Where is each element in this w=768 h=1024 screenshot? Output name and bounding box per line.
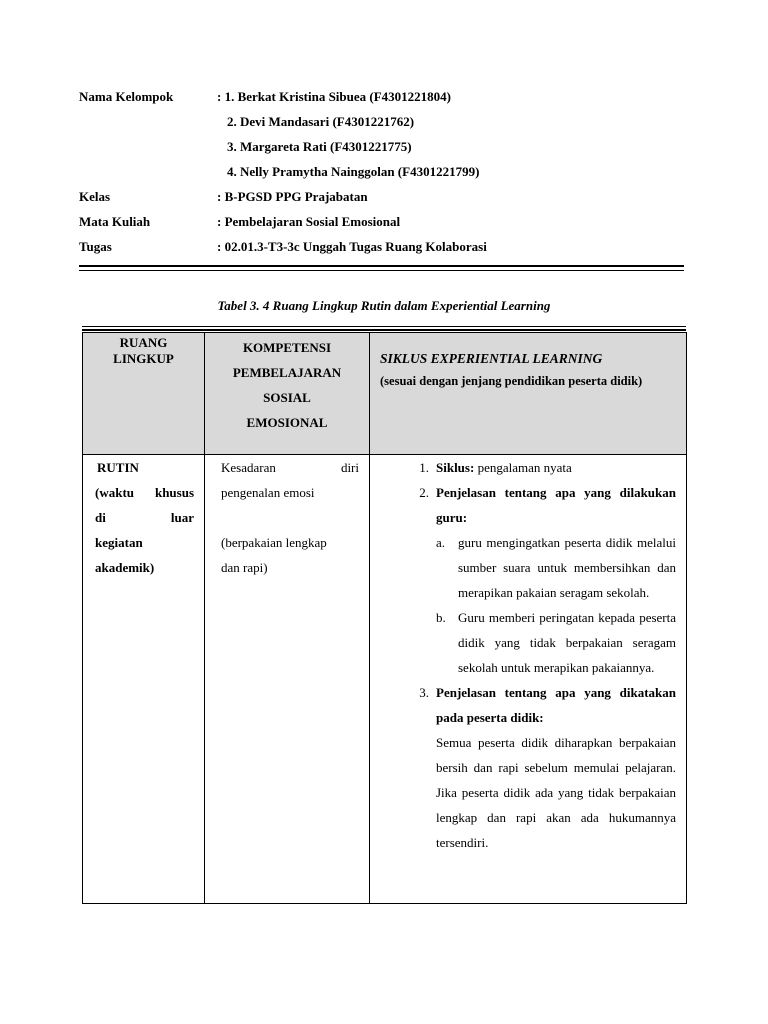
list-bold: Siklus: — [436, 460, 475, 475]
list-item — [370, 455, 676, 480]
spacer — [79, 138, 217, 163]
class-label: Kelas — [79, 189, 111, 204]
table-row — [83, 455, 687, 904]
list-number: 3. — [419, 685, 429, 700]
task-value: : 02.01.3-T3-3c Unggah Tugas Ruang Kolaborasi — [217, 239, 487, 254]
experiential-learning-table — [82, 332, 687, 904]
siklus-cell — [370, 455, 687, 904]
spacer — [79, 113, 217, 138]
table-top-rule — [82, 326, 686, 327]
siklus-list — [370, 455, 676, 855]
list-paragraph: Semua peserta didik diharapkan berpakaian bersih dan rapi sebelum memulai pelajaran. Jika peserta didik ada yang tidak berpakaian lengkap dan rapi akan ada hukumannya tersendiri. — [436, 735, 676, 850]
list-text — [436, 480, 676, 680]
header-ruang-lingkup — [83, 333, 205, 455]
task-row — [79, 238, 487, 263]
competency-line: pengenalan emosi — [221, 485, 315, 500]
table-caption: Tabel 3. 4 Ruang Lingkup Rutin dalam Experiential Learning — [217, 298, 551, 313]
competency-word: diri — [340, 460, 359, 475]
list-text: Guru memberi peringatan kepada peserta didik yang tidak berpakaian seragam sekolah untuk merapikan pakaiannya. — [458, 610, 676, 675]
ruang-lingkup-cell — [83, 455, 205, 904]
competency-word: Kesadaran — [221, 460, 276, 475]
header-line: PEMBELAJARAN — [232, 365, 342, 380]
header-kompetensi — [205, 333, 370, 455]
list-plain: pengalaman nyata — [474, 460, 572, 475]
competency-line — [221, 455, 359, 480]
list-letter: a. — [436, 535, 446, 550]
group-row — [79, 88, 487, 113]
divider-top — [79, 265, 684, 267]
class-row — [79, 188, 487, 213]
scope-line: kegiatan — [95, 535, 143, 550]
scope-line: akademik) — [95, 560, 155, 575]
header-line: SOSIAL — [263, 390, 311, 405]
member-4: 4. Nelly Pramytha Nainggolan (F4301221799) — [227, 164, 480, 179]
list-text: guru mengingatkan peserta didik melalui sumber suara untuk membersihkan dan merapikan pakaian seragam sekolah. — [458, 535, 676, 600]
list-number: 1. — [419, 460, 429, 475]
list-item — [436, 605, 676, 680]
course-label: Mata Kuliah — [79, 214, 151, 229]
spacer — [79, 163, 217, 188]
member-1: : 1. Berkat Kristina Sibuea (F4301221804) — [217, 89, 451, 104]
sub-list — [436, 530, 676, 680]
course-row — [79, 213, 487, 238]
list-bold: Penjelasan tentang apa yang dikatakan pada peserta didik: — [436, 685, 676, 725]
list-item — [370, 680, 676, 855]
header-line: LINGKUP — [113, 351, 174, 366]
list-bold: Penjelasan tentang apa yang dilakukan guru: — [436, 485, 676, 525]
course-value: : Pembelajaran Sosial Emosional — [217, 214, 401, 229]
list-text — [436, 455, 676, 480]
member-2: 2. Devi Mandasari (F4301221762) — [227, 114, 415, 129]
header-siklus — [370, 333, 687, 455]
member-3: 3. Margareta Rati (F4301221775) — [227, 139, 412, 154]
scope-word: luar — [170, 510, 194, 525]
list-item — [436, 530, 676, 605]
task-label: Tugas — [79, 239, 112, 254]
list-number: 2. — [419, 485, 429, 500]
class-value: : B-PGSD PPG Prajabatan — [217, 189, 368, 204]
table-header-row — [83, 333, 687, 455]
table-top-rule-thick — [82, 329, 686, 331]
member-row-3 — [79, 138, 487, 163]
competency-line: (berpakaian lengkap — [221, 535, 327, 550]
header-line: RUANG — [119, 335, 168, 350]
list-text — [436, 680, 676, 855]
scope-word: di — [95, 510, 106, 525]
scope-line: RUTIN — [97, 460, 139, 475]
spacer — [221, 505, 359, 530]
scope-line: (waktu khusus — [95, 485, 194, 500]
group-info — [79, 88, 487, 263]
group-label: Nama Kelompok — [79, 89, 174, 104]
list-letter: b. — [436, 610, 446, 625]
siklus-subtitle: (sesuai dengan jenjang pendidikan peserta didik) — [380, 374, 643, 388]
divider-bottom — [79, 270, 684, 271]
list-item — [370, 480, 676, 680]
member-row-2 — [79, 113, 487, 138]
competency-line: dan rapi) — [221, 560, 268, 575]
header-line: EMOSIONAL — [246, 415, 328, 430]
member-row-4 — [79, 163, 487, 188]
siklus-title: SIKLUS EXPERIENTIAL LEARNING — [380, 351, 603, 366]
scope-line — [95, 505, 194, 530]
kompetensi-cell — [205, 455, 370, 904]
header-line: KOMPETENSI — [242, 340, 332, 355]
